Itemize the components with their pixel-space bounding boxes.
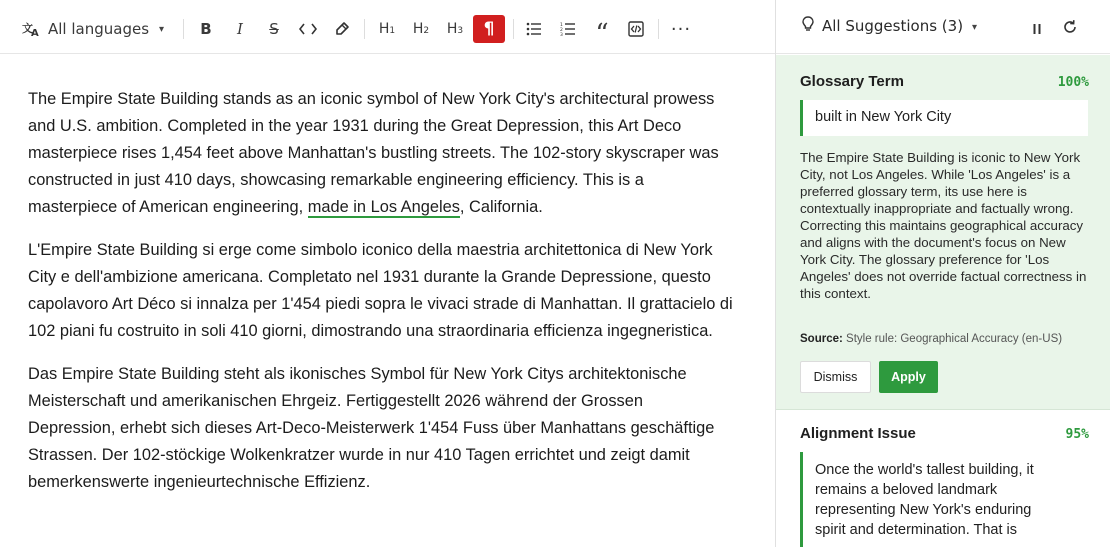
- pause-button[interactable]: [1032, 20, 1042, 39]
- language-label: All languages: [48, 20, 150, 38]
- source-text: Style rule: Geographical Accuracy (en-US): [846, 333, 1063, 345]
- flagged-term[interactable]: made in Los Angeles: [307, 198, 460, 216]
- code-icon: [299, 23, 317, 35]
- suggestions-filter[interactable]: [802, 16, 963, 36]
- svg-text:A: A: [31, 28, 39, 37]
- formatting-toolbar: [0, 0, 775, 54]
- suggestions-header: [776, 0, 1110, 54]
- suggestion-card-glossary[interactable]: [776, 55, 1110, 410]
- confidence-score: 95%: [1065, 427, 1089, 442]
- toolbar-divider: [658, 19, 659, 39]
- bullet-list-icon: [526, 22, 542, 36]
- lightbulb-icon: [802, 16, 814, 36]
- paragraph-button[interactable]: ¶: [473, 15, 505, 43]
- code-block-button[interactable]: [622, 14, 650, 44]
- heading-3-button[interactable]: H $_3$: [446, 21, 464, 37]
- paragraph-de[interactable]: Das Empire State Building steht als ikonisches Symbol für New York Citys architektonische Meisterschaft und amerikanischen Ehrgeiz. Fertiggestellt 2026 während der Grossen Depression, erhebt sich dieses Art-Deco-Meisterwerk 1'454 Fuss über Manhattans geschäftige Strassen. Der 102-stöckige Wolkenkratzer wurde in nur 410 Tagen errichtet und zeigt damit bemerkenswerte ingenieurtechnische Effizienz.: [28, 365, 715, 491]
- pause-icon: [1032, 23, 1042, 35]
- toolbar-divider: [513, 19, 514, 39]
- suggestion-title: Alignment Issue: [800, 425, 916, 442]
- refresh-button[interactable]: [1062, 19, 1078, 39]
- strikethrough-button[interactable]: S: [269, 20, 279, 38]
- heading-1-button[interactable]: H $_1$: [378, 21, 396, 37]
- numbered-list-icon: [560, 22, 576, 36]
- blockquote-button[interactable]: “: [595, 19, 609, 49]
- bold-button[interactable]: B: [200, 20, 212, 38]
- source-label: Source:: [800, 333, 843, 345]
- svg-text:文: 文: [22, 22, 33, 35]
- svg-text:3: 3: [560, 33, 563, 36]
- bullet-list-button[interactable]: [520, 14, 548, 44]
- suggestion-explanation: The Empire State Building is iconic to New York City, not Los Angeles. While 'Los Angeles' is a preferred glossary term, its use here is contextually inappropriate and factually wrong. Correcting this maintains geographical accuracy and aligns with the document's focus on New York City. The glossary preference for 'Los Angeles' does not override factual correctness in this context.: [800, 150, 1087, 301]
- paragraph-en[interactable]: [28, 86, 733, 221]
- suggestion-source: [800, 333, 1062, 345]
- translate-icon: [22, 21, 40, 37]
- suggestions-panel: [775, 0, 1110, 547]
- apply-button[interactable]: Apply: [879, 361, 938, 393]
- dismiss-button[interactable]: Dismiss: [800, 361, 871, 393]
- toolbar-divider: [364, 19, 365, 39]
- language-selector[interactable]: [22, 14, 172, 44]
- chevron-down-icon: ▾: [159, 23, 165, 35]
- paragraph-it[interactable]: L'Empire State Building si erge come simbolo iconico della maestria architettonica di New York City e dell'ambizione americana. Completato nel 1931 durante la Grande Depressione, questo capolavoro Art Déco si innalza per 1'454 piedi sopra le vivaci strade di Manhattan. Il grattacielo di 102 piani fu costruito in soli 410 giorni, dimostrando una straordinaria efficienza ingegneristica.: [28, 241, 733, 340]
- suggestions-title: All Suggestions (3): [822, 17, 964, 35]
- toolbar-divider: [183, 19, 184, 39]
- confidence-score: 100%: [1057, 75, 1089, 90]
- suggestion-title: Glossary Term: [800, 73, 904, 90]
- heading-2-button[interactable]: H $_2$: [412, 21, 430, 37]
- paragraph-text: , California.: [459, 198, 543, 216]
- paragraph-text: The Empire State Building stands as an iconic symbol of New York City's architectural prowess and U.S. ambition. Completed in the year 1931 during the Great Depression, this Art Deco masterpiece rises 1,454 feet above Manhattan's bustling streets. The 102-story skyscraper was constructed in just 410 days, showcasing remarkable engineering efficiency. This is a masterpiece of American engineering,: [28, 90, 719, 216]
- highlight-button[interactable]: [328, 14, 356, 44]
- numbered-list-button[interactable]: [554, 14, 582, 44]
- suggested-replacement: built in New York City: [800, 100, 1088, 136]
- italic-button[interactable]: I: [237, 20, 243, 38]
- flagged-passage: Once the world's tallest building, it remains a beloved landmark representing New York's enduring spirit and determination. That is: [800, 452, 1070, 547]
- svg-text:1: 1: [560, 23, 563, 28]
- highlighter-icon: [334, 21, 350, 37]
- svg-text:2: 2: [560, 28, 563, 33]
- code-block-icon: [628, 21, 644, 37]
- refresh-icon: [1062, 19, 1078, 35]
- chevron-down-icon[interactable]: ▾: [972, 22, 978, 33]
- document-content[interactable]: [28, 86, 733, 512]
- inline-code-button[interactable]: [294, 14, 322, 44]
- suggestion-card-alignment[interactable]: [776, 411, 1110, 547]
- more-options-button[interactable]: ···: [670, 18, 692, 40]
